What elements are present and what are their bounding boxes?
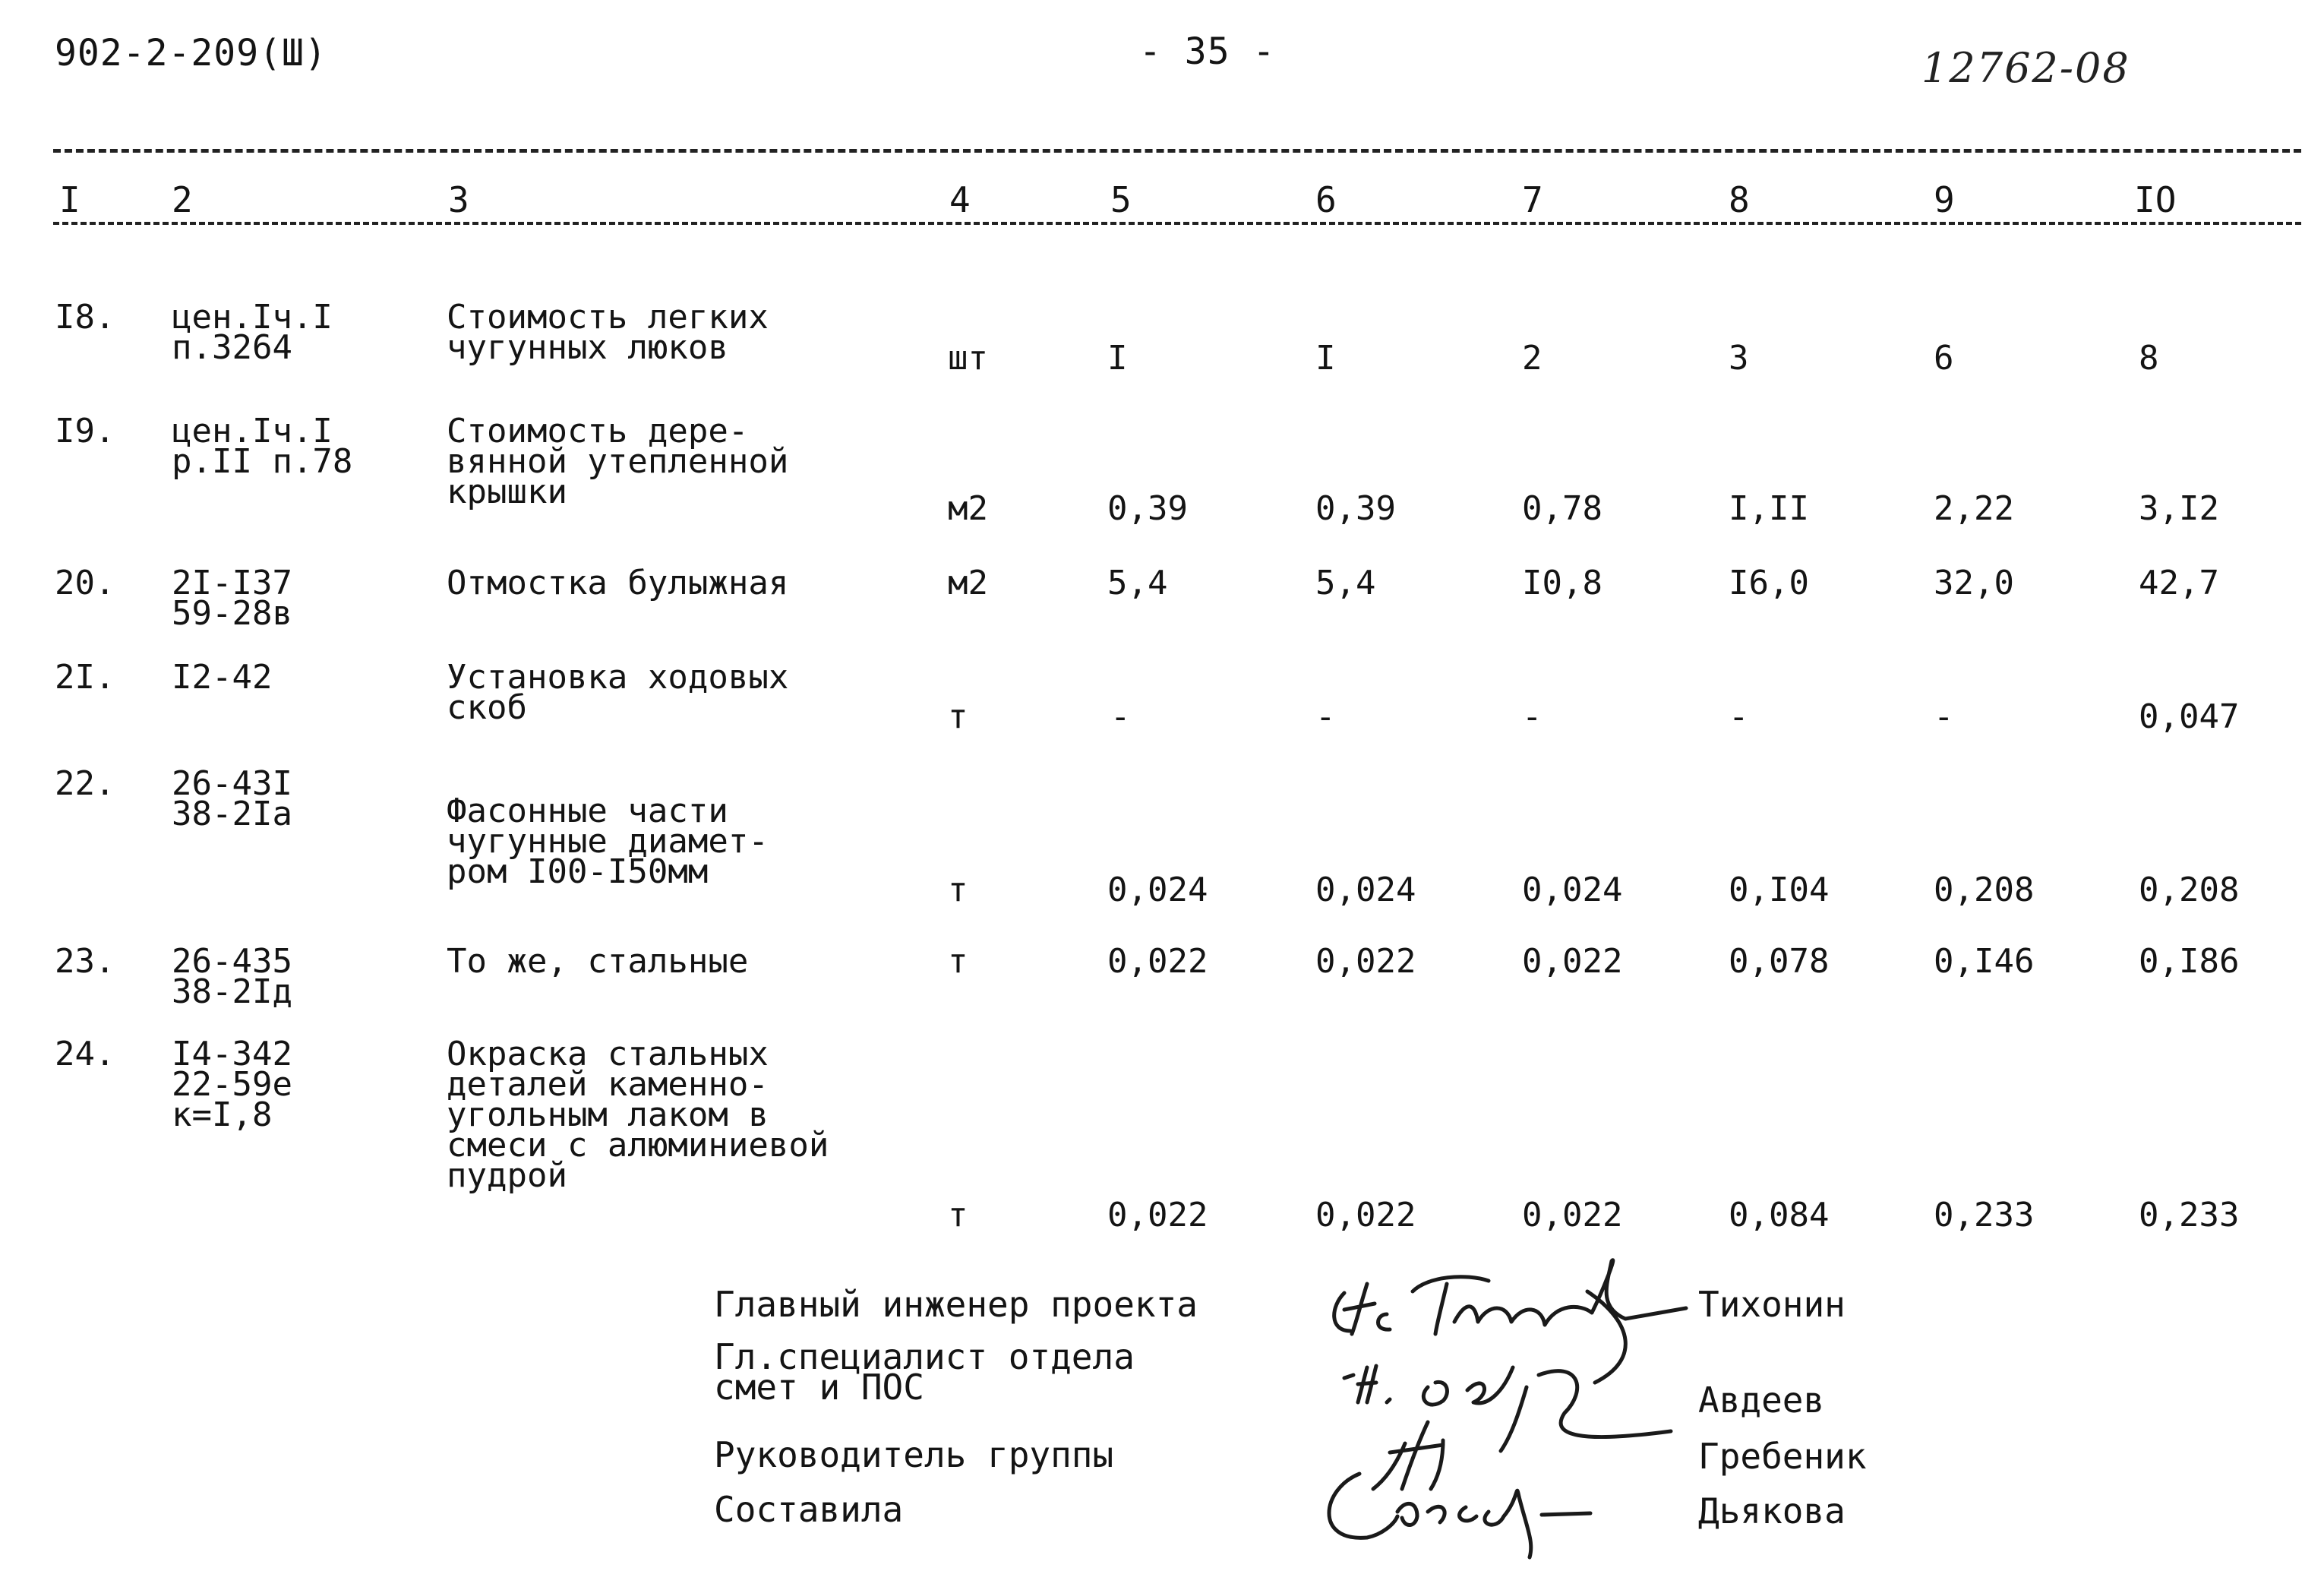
row-value: I,II — [1729, 489, 1809, 528]
row-description: Стоимость дере- вянной утепленной крышки — [447, 412, 789, 511]
row-value: 5,4 — [1315, 564, 1376, 602]
column-number: 6 — [1315, 179, 1337, 220]
row-value: - — [1934, 697, 1954, 736]
signature-stroke — [1334, 1284, 1390, 1334]
row-value: 0,39 — [1315, 489, 1396, 528]
row-value: 42,7 — [2139, 564, 2219, 602]
row-number: 22. — [55, 764, 115, 803]
signature-stroke — [1587, 1291, 1625, 1383]
row-value: 0,022 — [1522, 942, 1623, 981]
row-value: 0,I46 — [1934, 942, 2035, 981]
column-number: 9 — [1934, 179, 1955, 220]
row-value: 3 — [1729, 339, 1749, 378]
row-value: - — [1315, 697, 1336, 736]
row-description: Фасонные части чугунные диамет- ром I00-I50мм — [447, 792, 769, 891]
row-value: 0,208 — [2139, 871, 2240, 909]
column-number-underline — [53, 222, 2301, 225]
signatory-role: Главный инженер проекта — [714, 1284, 1198, 1325]
document-code: 902-2-209(Ш) — [55, 32, 327, 74]
row-value: 32,0 — [1934, 564, 2014, 602]
column-number: IO — [2134, 179, 2177, 220]
row-code: 26-43I 38-2Iа — [172, 764, 292, 833]
row-value: 0,078 — [1729, 942, 1830, 981]
signatory-name: Тихонин — [1698, 1284, 1846, 1325]
row-unit: шт — [948, 339, 988, 378]
row-value: 0,233 — [1934, 1196, 2035, 1234]
row-number: 23. — [55, 942, 115, 981]
row-value: I — [1315, 339, 1336, 378]
row-description: Окраска стальных деталей каменно- угольным лаком в смеси с алюминиевой пудрой — [447, 1035, 829, 1195]
row-value: 0,022 — [1522, 1196, 1623, 1234]
column-number: 3 — [448, 179, 469, 220]
row-number: I9. — [55, 412, 115, 450]
column-number: I — [59, 179, 81, 220]
row-unit: т — [948, 1196, 968, 1234]
row-description: Отмостка булыжная — [447, 564, 789, 602]
page-number: - 35 - — [1139, 30, 1276, 73]
row-value: 0,208 — [1934, 871, 2035, 909]
signature-stroke — [1413, 1260, 1686, 1334]
signature-stroke — [1329, 1474, 1590, 1557]
column-number: 5 — [1110, 179, 1132, 220]
column-number: 7 — [1522, 179, 1543, 220]
row-value: I6,0 — [1729, 564, 1809, 602]
signature-stroke — [1423, 1367, 1671, 1451]
row-value: 0,024 — [1522, 871, 1623, 909]
row-value: 0,024 — [1315, 871, 1416, 909]
row-value: 0,233 — [2139, 1196, 2240, 1234]
row-value: 0,I04 — [1729, 871, 1830, 909]
row-value: - — [1110, 697, 1131, 736]
row-value: 2 — [1522, 339, 1542, 378]
signatory-name: Авдеев — [1698, 1380, 1825, 1421]
row-number: 20. — [55, 564, 115, 602]
row-code: цен.Iч.I р.II п.78 — [172, 412, 353, 481]
row-description: То же, стальные — [447, 942, 749, 981]
row-value: 0,047 — [2139, 697, 2240, 736]
row-value: 0,022 — [1107, 1196, 1208, 1234]
archive-number: 12762-08 — [1921, 44, 2130, 92]
row-value: - — [1522, 697, 1542, 736]
row-unit: т — [948, 871, 968, 909]
row-number: 2I. — [55, 658, 115, 697]
column-number: 8 — [1729, 179, 1750, 220]
signatory-role: Гл.специалист отдела смет и ПОС — [714, 1336, 1135, 1408]
row-value: 0,39 — [1107, 489, 1188, 528]
row-value: 8 — [2139, 339, 2159, 378]
row-value: 5,4 — [1107, 564, 1168, 602]
row-value: 0,78 — [1522, 489, 1602, 528]
row-value: 0,022 — [1315, 1196, 1416, 1234]
row-value: 0,022 — [1315, 942, 1416, 981]
row-number: I8. — [55, 298, 115, 337]
row-value: 0,084 — [1729, 1196, 1830, 1234]
row-description: Установка ходовых скоб — [447, 658, 789, 727]
row-value: 6 — [1934, 339, 1954, 378]
row-unit: м2 — [948, 564, 988, 602]
row-code: 2I-I37 59-28в — [172, 564, 292, 633]
signature-stroke — [1373, 1422, 1443, 1489]
row-code: цен.Iч.I п.3264 — [172, 298, 333, 367]
row-unit: т — [948, 942, 968, 981]
row-value: 0,024 — [1107, 871, 1208, 909]
row-value: I0,8 — [1522, 564, 1602, 602]
signatory-name: Гребеник — [1698, 1436, 1867, 1477]
row-value: 0,022 — [1107, 942, 1208, 981]
row-value: 2,22 — [1934, 489, 2014, 528]
row-description: Стоимость легких чугунных люков — [447, 298, 769, 367]
row-code: I4-342 22-59е к=I,8 — [172, 1035, 292, 1134]
row-value: - — [1729, 697, 1749, 736]
top-divider — [53, 149, 2301, 153]
column-number: 2 — [172, 179, 193, 220]
row-unit: т — [948, 697, 968, 736]
row-value: 0,I86 — [2139, 942, 2240, 981]
signatory-role: Составила — [714, 1489, 904, 1530]
row-unit: м2 — [948, 489, 988, 528]
signatory-name: Дьякова — [1698, 1490, 1846, 1531]
signatory-role: Руководитель группы — [714, 1434, 1114, 1475]
row-number: 24. — [55, 1035, 115, 1073]
row-code: I2-42 — [172, 658, 273, 697]
row-code: 26-435 38-2Iд — [172, 942, 292, 1011]
row-value: I — [1107, 339, 1128, 378]
row-value: 3,I2 — [2139, 489, 2219, 528]
column-number: 4 — [949, 179, 971, 220]
signature-stroke — [1344, 1366, 1390, 1402]
